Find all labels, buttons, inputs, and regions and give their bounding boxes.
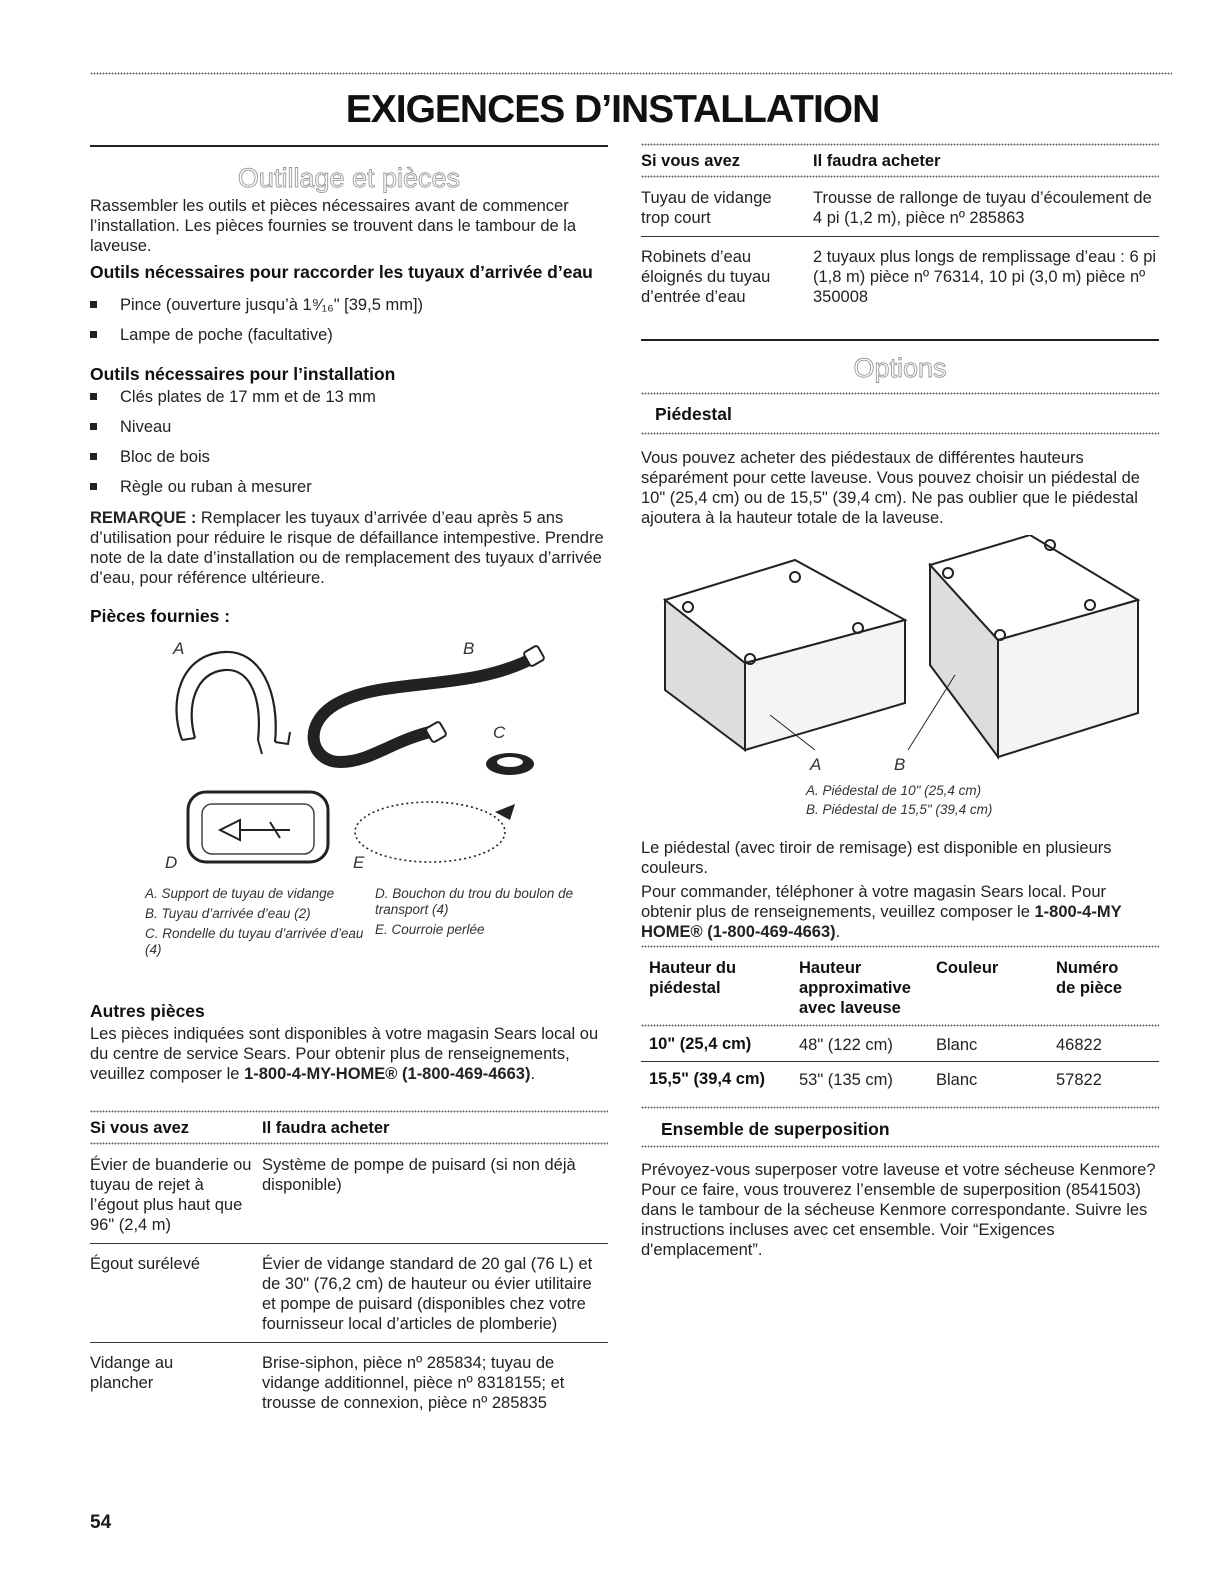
pedestal-15-icon — [930, 535, 1138, 757]
order-text: Pour commander, téléphoner à votre magasin Sears local. Pour obtenir plus de renseignements, veuillez composer le — [641, 883, 1106, 921]
column-header: Hauteur approximative avec laveuse — [799, 959, 911, 1017]
section-rule — [641, 339, 1159, 341]
page-title: EXIGENCES D’INSTALLATION — [345, 88, 880, 131]
table-header-row — [641, 146, 1159, 175]
phone-number: 1-800-4-MY-HOME® (1-800-469-4663) — [244, 1065, 531, 1083]
table-cell: Vidange au plancher — [90, 1354, 174, 1392]
parts-illustration — [140, 632, 560, 872]
caption-c: C. Rondelle du tuyau d’arrivée d’eau (4) — [145, 926, 364, 957]
table-cell: Blanc — [936, 1071, 978, 1089]
order-text-end: . — [835, 923, 841, 941]
table-cell: 48" (122 cm) — [799, 1036, 893, 1054]
transport-bolt-plug-icon — [188, 792, 328, 862]
order-paragraph — [641, 882, 1161, 942]
note-label: REMARQUE : — [90, 509, 197, 527]
table-cell: Brise-siphon, pièce nº 285834; tuyau de vidange additionnel, pièce nº 8318155; et trousse de connexion, pièce nº 285835 — [262, 1354, 565, 1412]
note-text: Remplacer les tuyaux d’arrivée d’eau après 5 ans d’utilisation pour réduire le risque de défaillance intempestive. Prendre note de la date d’installation ou de remplacement des tuyaux d’arrivée d’eau, pour référence ultérieure. — [90, 509, 604, 587]
section-title-tools: Outillage et pièces — [237, 163, 461, 193]
page-number: 54 — [90, 1512, 112, 1533]
table-row — [90, 1343, 608, 1421]
label-c: C — [493, 723, 506, 742]
label-e: E — [353, 853, 365, 872]
table-cell: 53" (135 cm) — [799, 1071, 893, 1089]
caption-e: E. Courroie perlée — [375, 922, 485, 937]
parts-captions-col2 — [375, 886, 595, 938]
table-cell: Trousse de rallonge de tuyau d’écoulement de 4 pi (1,2 m), pièce nº 285863 — [813, 189, 1152, 227]
list-item: Bloc de bois — [90, 447, 610, 467]
stacking-heading: Ensemble de superposition — [661, 1119, 890, 1139]
table-cell: Évier de vidange standard de 20 gal (76 L) et de 30" (76,2 cm) de hauteur ou évier utilitaire et pompe de puisard (disponibles chez votre fournisseur local d’articles de plomberie) — [262, 1255, 593, 1333]
drain-hose-support-icon — [176, 652, 290, 754]
table-cell: 46822 — [1056, 1036, 1102, 1054]
column-header: Il faudra acheter — [813, 152, 941, 170]
stacking-paragraph: Prévoyez-vous superposer votre laveuse et votre sécheuse Kenmore? Pour ce faire, vous trouverez l’ensemble de superposition (8541503) dans le tambour de la sécheuse Kenmore correspondante. Suivre les instructions incluses avec cet ensemble. Voir “Exigences d'emplacement”. — [641, 1161, 1156, 1259]
table-cell: Robinets d’eau éloignés du tuyau d’entrée d’eau — [641, 248, 771, 306]
pedestal-paragraph: Vous pouvez acheter des piédestaux de différentes hauteurs séparément pour cette laveuse. Vous pouvez choisir un piédestal de 10" (25,4 cm) ou de 15,5" (39,4 cm). Ne pas oublier que le piédestal ajoutera à la hauteur totale de la laveuse. — [641, 449, 1140, 527]
column-header: Si vous avez — [90, 1119, 190, 1137]
list-item: Pince (ouverture jusqu’à 1⁹⁄₁₆" [39,5 mm]) — [90, 295, 610, 315]
column-header: Il faudra acheter — [262, 1119, 390, 1137]
table-row — [90, 1244, 608, 1342]
pedestal-table — [641, 945, 1159, 1096]
beaded-strap-icon — [355, 802, 515, 862]
table-cell: 10" (25,4 cm) — [649, 1035, 752, 1053]
left-requirements-table — [90, 1110, 608, 1421]
other-parts-paragraph — [90, 1024, 610, 1084]
table-cell: Égout surélevé — [90, 1255, 201, 1273]
table-row — [641, 178, 1159, 236]
parts-heading: Pièces fournies : — [90, 606, 231, 626]
note-paragraph — [90, 508, 610, 588]
tools-install-heading: Outils nécessaires pour l’installation — [90, 364, 396, 384]
table-cell: Blanc — [936, 1036, 978, 1054]
table-cell: 2 tuyaux plus longs de remplissage d’eau : 6 pi (1,8 m) pièce nº 76314, 10 pi (3,0 m) pièce nº 350008 — [813, 248, 1157, 306]
label-pedestal-b: B — [894, 755, 906, 774]
table-row — [90, 1145, 608, 1243]
parts-captions-col1 — [145, 886, 365, 958]
tools-hoses-heading: Outils nécessaires pour raccorder les tuyaux d’arrivée d’eau — [90, 262, 593, 282]
pedestal-heading: Piédestal — [655, 404, 732, 424]
caption-pedestal-b: B. Piédestal de 15,5" (39,4 cm) — [806, 802, 993, 817]
label-b: B — [463, 639, 475, 658]
pedestal-captions — [806, 783, 1136, 818]
right-requirements-table — [641, 143, 1159, 319]
section-rule — [90, 145, 608, 147]
intro-paragraph: Rassembler les outils et pièces nécessaires avant de commencer l’installation. Les pièces fournies se trouvent dans le tambour de la laveuse. — [90, 197, 577, 255]
table-cell: Évier de buanderie ou tuyau de rejet à l’égout plus haut que 96" (2,4 m) — [90, 1156, 252, 1234]
pedestal-10-icon — [665, 560, 905, 750]
other-parts-heading: Autres pièces — [90, 1001, 205, 1021]
caption-pedestal-a: A. Piédestal de 10" (25,4 cm) — [806, 783, 982, 798]
table-row — [641, 237, 1159, 319]
table-header-row — [90, 1113, 608, 1142]
table-header-row — [641, 948, 1159, 1024]
section-title-options: Options — [853, 353, 947, 383]
caption-d: D. Bouchon du trou du boulon de transport (4) — [375, 886, 574, 917]
column-header: Couleur — [936, 959, 999, 977]
label-pedestal-a: A — [810, 755, 822, 774]
tools-install-list — [90, 387, 610, 497]
caption-b: B. Tuyau d’arrivée d’eau (2) — [145, 906, 311, 921]
tools-hoses-list — [90, 295, 610, 345]
table-row — [641, 1062, 1159, 1096]
label-a: A — [173, 639, 185, 658]
other-text: Les pièces indiquées sont disponibles à votre magasin Sears local ou du centre de service Sears. Pour obtenir plus de renseignements, veuillez composer le — [90, 1025, 599, 1083]
table-row — [641, 1027, 1159, 1061]
drawer-paragraph: Le piédestal (avec tiroir de remisage) est disponible en plusieurs couleurs. — [641, 839, 1112, 877]
table-cell: Système de pompe de puisard (si non déjà disponible) — [262, 1156, 576, 1194]
column-header: Numéro de pièce — [1056, 959, 1123, 997]
list-item: Lampe de poche (facultative) — [90, 325, 610, 345]
list-item: Clés plates de 17 mm et de 13 mm — [90, 387, 610, 407]
column-header: Si vous avez — [641, 152, 741, 170]
pedestal-illustration — [650, 535, 1150, 780]
list-item: Niveau — [90, 417, 610, 437]
other-text-end: . — [530, 1065, 536, 1083]
label-d: D — [165, 853, 178, 872]
list-item: Règle ou ruban à mesurer — [90, 477, 610, 497]
column-header: Hauteur du piédestal — [649, 959, 737, 997]
top-dotted-rule — [90, 72, 1172, 75]
table-cell: Tuyau de vidange trop court — [641, 189, 772, 227]
hose-washer-icon — [486, 753, 534, 775]
inlet-hose-icon — [314, 645, 545, 762]
phone-number: 1-800-4-MY HOME® (1-800-469-4663) — [641, 903, 1122, 941]
table-cell: 15,5" (39,4 cm) — [649, 1070, 766, 1088]
caption-a: A. Support de tuyau de vidange — [145, 886, 335, 901]
table-cell: 57822 — [1056, 1071, 1102, 1089]
